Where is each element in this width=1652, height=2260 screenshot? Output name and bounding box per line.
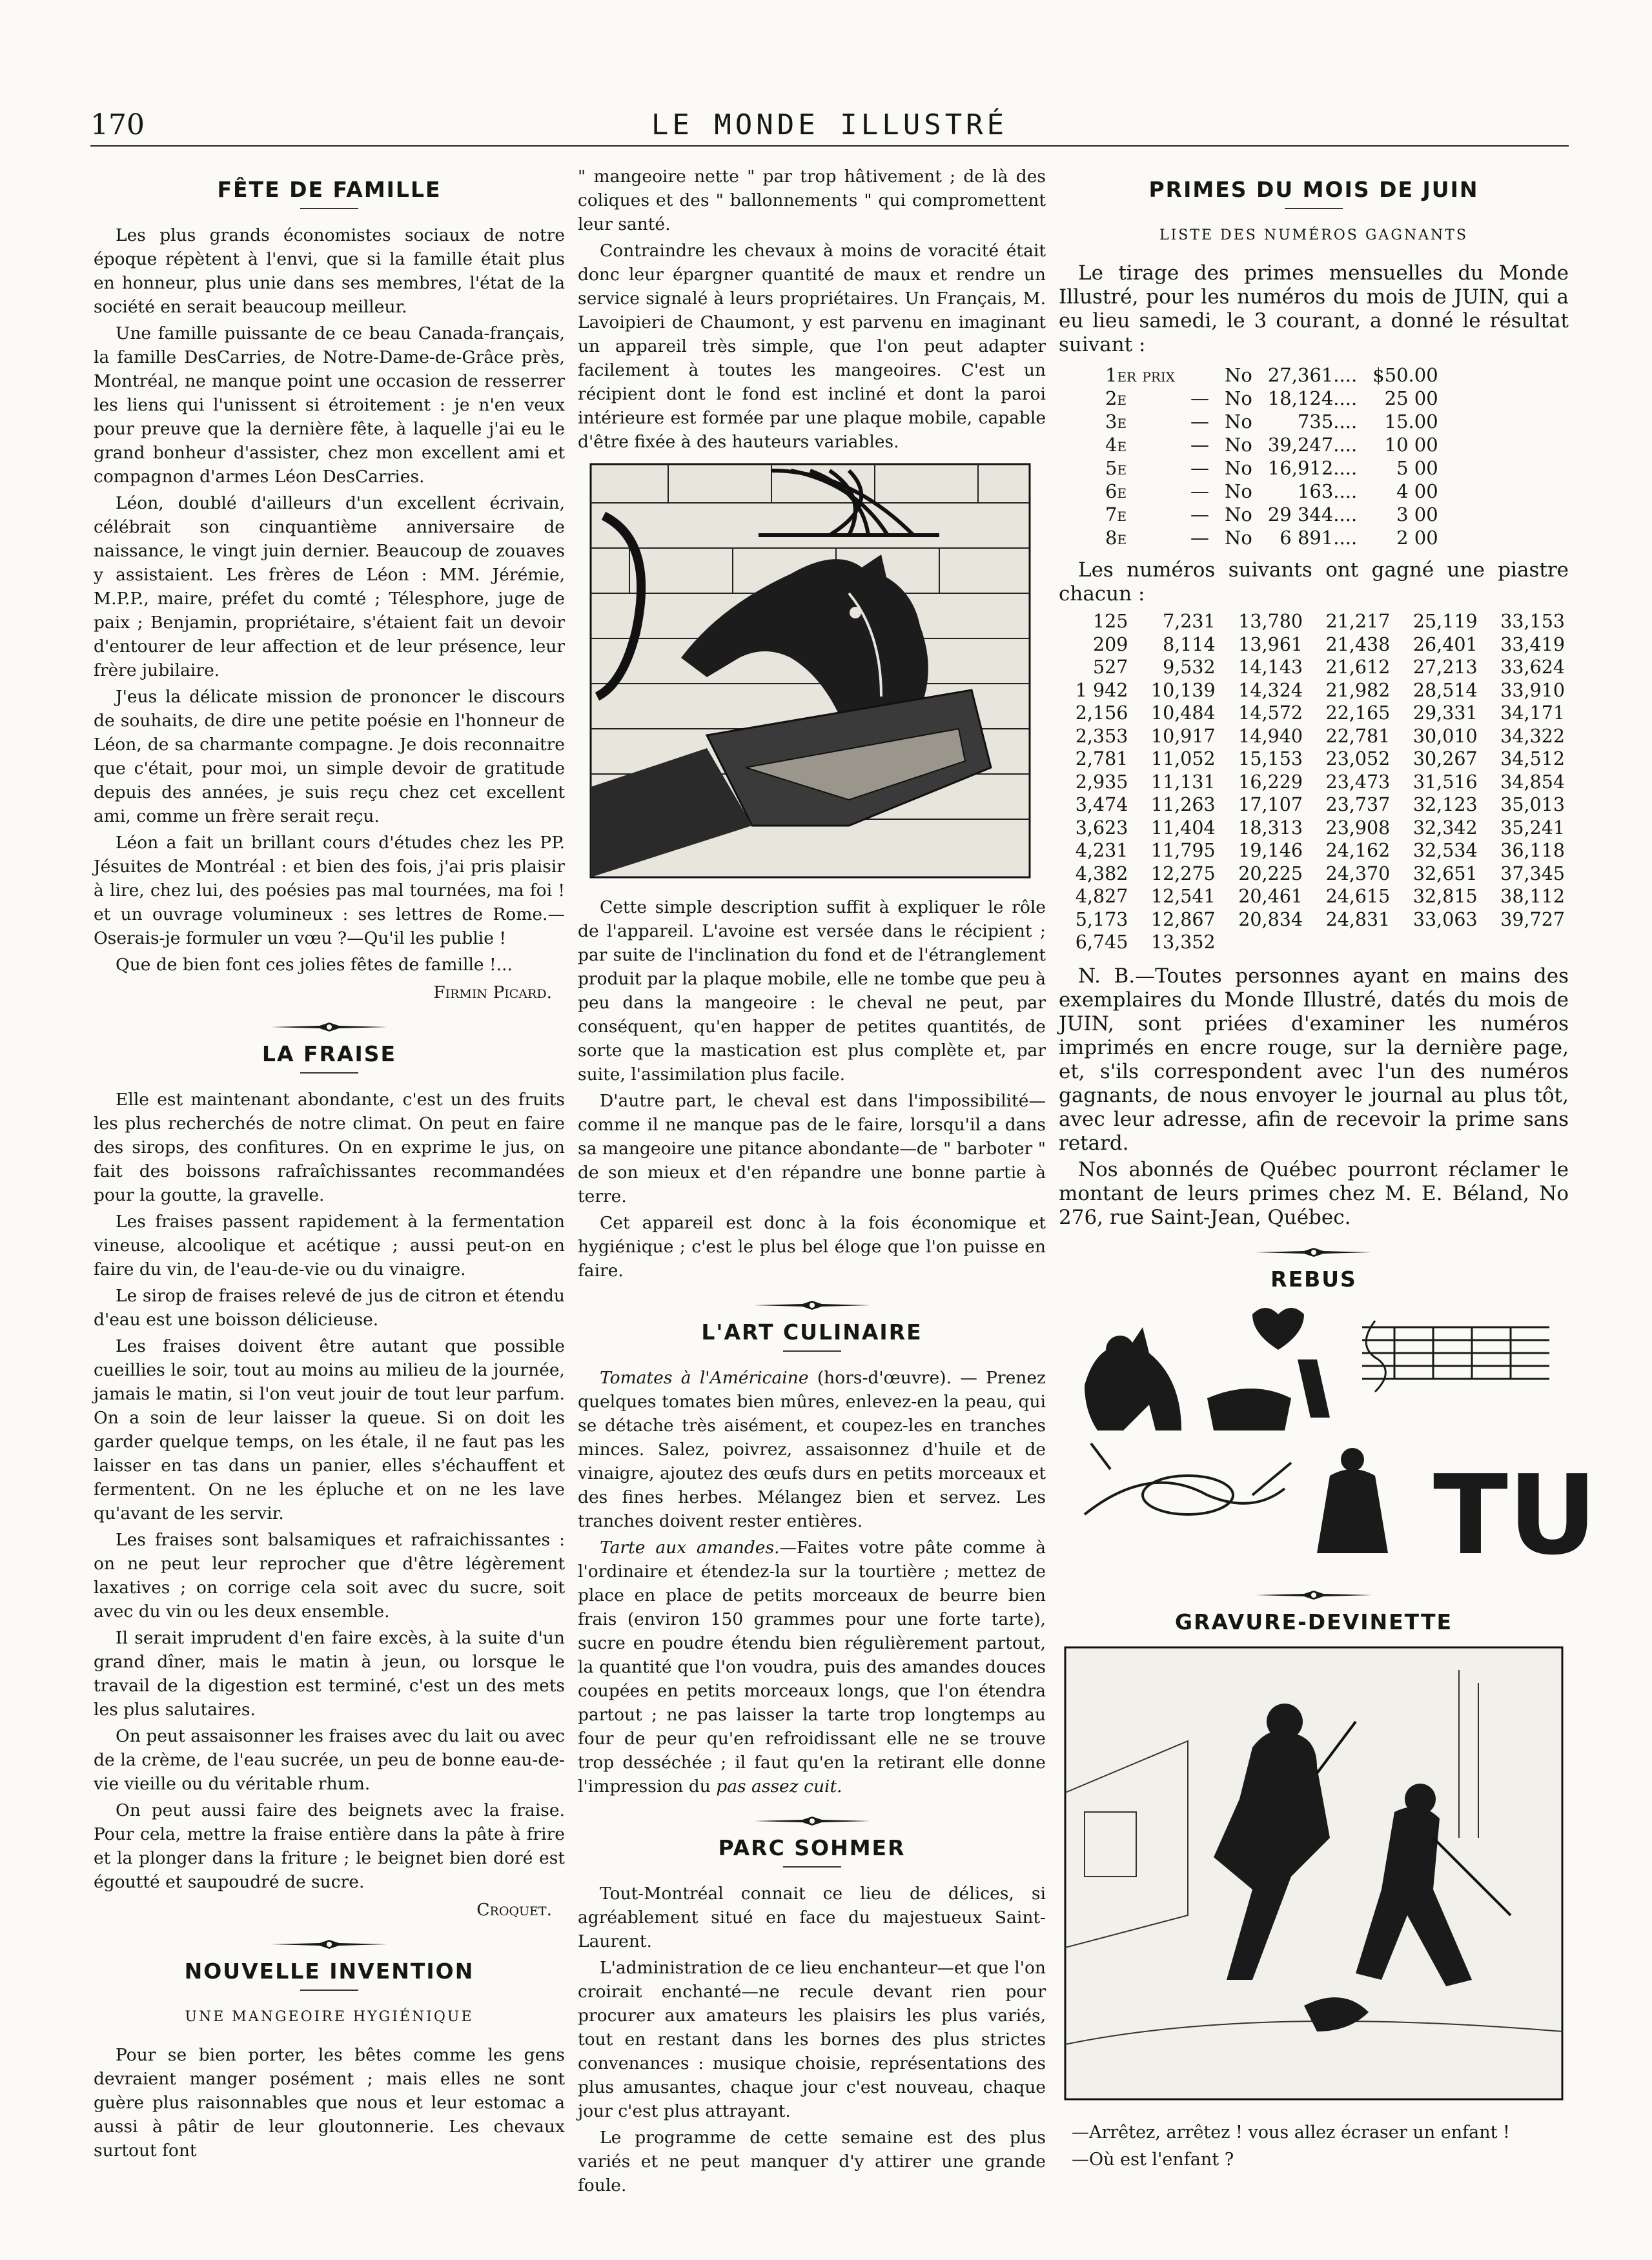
divider — [783, 1866, 841, 1868]
numbers-row — [1059, 817, 1569, 840]
winning-number: 8,114 — [1163, 633, 1216, 655]
paragraph: Une famille puissante de ce beau Canada-français, la famille DesCarries, de Notre-Dame-de-Grâce près, Montréal, ne manque point une occasion de resserrer les liens qui l'unissent si étroitement : je n'en veux pour preuve que la dernière fête, à laquelle j'ai eu le grand bonheur d'assister, chez mon excellent ami et compagnon d'armes Léon DesCarries. — [94, 323, 565, 487]
winning-number: 27,213 — [1412, 657, 1478, 678]
winning-number: 23,737 — [1325, 794, 1391, 815]
prize-dash: — — [1190, 504, 1209, 525]
horse-illustration — [578, 464, 1046, 884]
winning-number: 34,171 — [1500, 702, 1565, 724]
column-3 — [1059, 165, 1598, 2172]
winning-number: 3,474 — [1075, 794, 1128, 815]
winning-number: 30,267 — [1412, 748, 1478, 769]
winning-number: 32,651 — [1412, 862, 1478, 884]
rebus-letters: TU — [1433, 1451, 1598, 1580]
numbers-row — [1059, 725, 1569, 748]
prize-amount: 3 00 — [1396, 504, 1438, 525]
prize-amount: 15.00 — [1384, 411, 1438, 433]
paragraph: Les numéros suivants ont gagné une piastre chacun : — [1059, 558, 1569, 606]
winning-number: 11,795 — [1150, 840, 1216, 861]
winning-number — [1482, 931, 1569, 954]
article-title: NOUVELLE INVENTION — [184, 1959, 474, 1984]
prize-amount: 4 00 — [1396, 480, 1438, 502]
paragraph: Les fraises doivent être autant que possible cueillies le soir, tout au moins au milieu de la journée, jamais le matin, si l'on veut jouir de tout leur parfum. On a soin de leur laisser la queue. Si on doit les garder quelque temps, on les étale, il ne faut pas les laisser en tas dans un panier, elles s'échauffent et fermentent. On ne les épluche et on ne les lave qu'avant de les servir. — [94, 1336, 565, 1523]
prize-row — [1097, 480, 1446, 503]
winning-number: 36,118 — [1500, 840, 1565, 861]
numbers-row — [1059, 748, 1569, 771]
recipe-body: (hors-d'œuvre). — Prenez quelques tomates bien mûres, enlevez-en la peau, qui se détache très aisément, et coupez-les en tranches minces. Salez, poivrez, assaisonnez d'huile et de vinaigre, ajoutez des œufs durs en petits morceaux et des fines herbes. Mélangez bien et servez. Les tranches doivent rester entières. — [578, 1368, 1046, 1531]
winning-number: 14,324 — [1238, 679, 1303, 701]
winning-number: 33,624 — [1500, 657, 1565, 678]
winning-number: 26,401 — [1412, 633, 1478, 655]
winning-number: 209 — [1092, 633, 1128, 655]
winning-number: 34,512 — [1500, 748, 1565, 769]
winning-number: 20,834 — [1238, 908, 1303, 930]
winning-number: 125 — [1092, 611, 1128, 632]
article-title: L'ART CULINAIRE — [701, 1319, 923, 1345]
winning-number: 33,910 — [1500, 679, 1565, 701]
gravure-caption: —Arrêtez, arrêtez ! vous allez écraser un enfant ! — [1072, 2122, 1510, 2143]
column-2 — [578, 165, 1046, 2200]
winning-number: 32,815 — [1412, 886, 1478, 907]
prize-rank: 8e — [1105, 527, 1127, 549]
winning-number: 30,010 — [1412, 725, 1478, 747]
winning-number: 39,727 — [1500, 908, 1565, 930]
prize-amount: 2 00 — [1396, 527, 1438, 549]
numbers-row — [1059, 839, 1569, 862]
winning-number: 4,382 — [1075, 862, 1128, 884]
prize-rank: 5e — [1105, 457, 1127, 479]
winning-number: 14,940 — [1238, 725, 1303, 747]
ornament-divider — [578, 1810, 1046, 1823]
article-title: REBUS — [1270, 1266, 1357, 1292]
article-title: LA FRAISE — [261, 1041, 397, 1066]
winning-number: 9,532 — [1163, 657, 1216, 678]
winning-number: 19,146 — [1238, 840, 1303, 861]
winning-number: 11,131 — [1150, 771, 1216, 793]
recipe-title: Tomates à l'Américaine — [600, 1368, 809, 1388]
gravure-caption-answer: —Où est l'enfant ? — [1072, 2149, 1234, 2170]
winning-number: 4,231 — [1075, 840, 1128, 861]
winning-number: 20,461 — [1238, 886, 1303, 907]
winning-number: 13,961 — [1238, 633, 1303, 655]
winning-number: 13,780 — [1238, 611, 1303, 632]
winning-number: 17,107 — [1238, 794, 1303, 815]
numbers-row — [1059, 771, 1569, 794]
prize-number: 39,247.... — [1267, 434, 1358, 456]
paragraph: Léon a fait un brillant cours d'études chez les PP. Jésuites de Montréal : et bien des fois, j'ai pris plaisir à lire, chez lui, des poésies pas mal tournées, ma foi ! et un ouvrage volumineux : ses lettres de Rome.— Oserais-je formuler un vœu ?—Qu'il les publie ! — [94, 833, 565, 948]
winning-number: 11,052 — [1150, 748, 1216, 769]
recipe-title: Tarte aux amandes. — [600, 1538, 780, 1558]
winning-number: 33,153 — [1500, 611, 1565, 632]
winning-number: 22,165 — [1325, 702, 1391, 724]
page-number: 170 — [90, 108, 145, 141]
prize-rank: 1er prix — [1105, 364, 1175, 386]
winning-number: 35,013 — [1500, 794, 1565, 815]
winning-number: 6,745 — [1075, 931, 1128, 953]
prize-number: 27,361.... — [1267, 364, 1358, 386]
prize-rank: 2e — [1105, 387, 1127, 409]
winning-number: 527 — [1092, 657, 1128, 678]
winning-number: 12,867 — [1150, 908, 1216, 930]
prize-no: No — [1224, 504, 1252, 525]
page-header — [90, 103, 1569, 148]
paragraph: Les plus grands économistes sociaux de notre époque répètent à l'envi, que si la famille était plus en honneur, plus unie dans ses membres, l'état de la société en serait beaucoup meilleur. — [94, 225, 565, 317]
gravure-illustration — [1059, 1644, 1569, 2109]
divider — [783, 1350, 841, 1352]
prize-rank: 6e — [1105, 480, 1127, 502]
prize-table — [1097, 363, 1446, 549]
winning-number: 28,514 — [1412, 679, 1478, 701]
winning-number: 31,516 — [1412, 771, 1478, 793]
winning-number: 10,917 — [1150, 725, 1216, 747]
winning-numbers-table — [1059, 610, 1569, 954]
prize-row — [1097, 363, 1446, 387]
winning-number: 15,153 — [1238, 748, 1303, 769]
paragraph: Elle est maintenant abondante, c'est un des fruits les plus recherchés de notre climat. On peut en faire des sirops, des confitures. On en exprime le jus, on fait des boissons rafraîchissantes recommandées pour la goutte, la gravelle. — [94, 1090, 565, 1205]
rebus-illustration — [1059, 1301, 1598, 1580]
prize-no: No — [1224, 480, 1252, 502]
winning-number: 21,982 — [1325, 679, 1391, 701]
prize-number: 29 344.... — [1267, 504, 1358, 525]
winning-number: 7,231 — [1163, 611, 1216, 632]
winning-number: 11,263 — [1150, 794, 1216, 815]
divider — [300, 1072, 358, 1074]
article-title: PARC SOHMER — [718, 1835, 906, 1860]
ornament-divider — [578, 1294, 1046, 1307]
recipe-end: pas assez cuit. — [716, 1776, 842, 1797]
winning-number: 22,781 — [1325, 725, 1391, 747]
winning-number: 12,275 — [1150, 862, 1216, 884]
prize-amount: 5 00 — [1396, 457, 1438, 479]
signature: Croquet. — [476, 1900, 552, 1920]
paragraph: Le tirage des primes mensuelles du Monde Illustré, pour les numéros du mois de JUIN, qui a eu lieu samedi, le 3 courant, a donné le résultat suivant : — [1059, 261, 1569, 356]
numbers-row — [1059, 679, 1569, 702]
winning-number — [1219, 931, 1307, 954]
winning-number: 21,438 — [1325, 633, 1391, 655]
winning-number: 24,831 — [1325, 908, 1391, 930]
prize-amount: $50.00 — [1372, 364, 1438, 386]
paragraph: Tout-Montréal connait ce lieu de délices, si agréablement situé en face du majestueux Saint-Laurent. — [578, 1884, 1046, 1951]
prize-no: No — [1224, 527, 1252, 549]
winning-number: 5,173 — [1075, 908, 1128, 930]
header-rule — [90, 145, 1569, 147]
ornament-divider — [1059, 1241, 1569, 1254]
prize-dash: — — [1190, 457, 1209, 479]
ornament-divider — [94, 1016, 565, 1029]
winning-number: 33,063 — [1412, 908, 1478, 930]
paragraph: Contraindre les chevaux à moins de voracité était donc leur épargner quantité de maux et rendre un service signalé à leurs propriétaires. Un Français, M. Lavoipieri de Chaumont, y est parvenu en imaginant un appareil très simple, que l'on peut adapter facilement à toutes les mangeoires. C'est un récipient dont le fond est incliné et dont la paroi intérieure est formée par une plaque mobile, capable d'être fixée à des hauteurs variables. — [578, 241, 1046, 452]
article-subtitle: LISTE DES NUMÉROS GAGNANTS — [1159, 227, 1469, 243]
prize-row — [1097, 456, 1446, 480]
winning-number: 12,541 — [1150, 886, 1216, 907]
paragraph: " mangeoire nette " par trop hâtivement ; de là des coliques et des " ballonnements " qui compromettent leur santé. — [578, 167, 1046, 234]
recipe-body: —Faites votre pâte comme à l'ordinaire et étendez-la sur la tourtière ; mettez de place en place de petits morceaux de beurre bien frais (environ 150 grammes pour une forte tarte), sucre en poudre étendu bien régulièrement partout, la quantité que l'on voudra, puis des amandes douces coupées en petits morceaux longs, que l'on étendra partout ; ne pas laisser la tarte trop longtemps au four de peur qu'en refroidissant elle ne se trouve trop desséchée ; il faut qu'en la retirant elle donne l'impression du — [578, 1538, 1046, 1797]
winning-number — [1307, 931, 1394, 954]
prize-number: 16,912.... — [1267, 457, 1358, 479]
numbers-row — [1059, 793, 1569, 817]
paragraph: Cette simple description suffit à expliquer le rôle de l'appareil. L'avoine est versée dans le récipient ; par suite de l'inclination du fond et de l'étranglement produit par la plaque mobile, elle ne tombe que peu à peu dans la mangeoire : le cheval ne peut, par conséquent, qu'en happer de petites quantités, de sorte que la mastication est plus complète et, par suite, l'assimilation plus facile. — [578, 897, 1046, 1084]
prize-rank: 4e — [1105, 434, 1127, 456]
winning-number: 32,534 — [1412, 840, 1478, 861]
paragraph: Pour se bien porter, les bêtes comme les gens devraient manger posément ; mais elles ne sont guère plus raisonnables que nous et leur estomac a aussi à pâtir de leur gloutonnerie. Les chevaux surtout font — [94, 2045, 565, 2161]
winning-number: 18,313 — [1238, 817, 1303, 839]
paragraph: L'administration de ce lieu enchanteur—et que l'on croirait enchanté—ne recule devant rien pour procurer aux amateurs les plaisirs les plus variés, tout en restant dans les bornes des plus strictes convenances : musique choisie, représentations des plus amusantes, chaque jour c'est nouveau, chaque jour c'est plus attrayant. — [578, 1958, 1046, 2121]
prize-no: No — [1224, 364, 1252, 386]
winning-number: 32,123 — [1412, 794, 1478, 815]
prize-dash — [1183, 363, 1217, 387]
signature: Firmin Picard. — [433, 982, 552, 1003]
prize-row — [1097, 503, 1446, 526]
winning-number — [1394, 931, 1481, 954]
article-title: GRAVURE-DEVINETTE — [1174, 1609, 1453, 1634]
winning-number: 24,162 — [1325, 840, 1391, 861]
paragraph: N. B.—Toutes personnes ayant en mains des exemplaires du Monde Illustré, datés du mois de JUIN, sont priées d'examiner les numéros imprimés en encre rouge, sur la dernière page, et, s'ils correspondent avec l'un des numéros gagnants, de nous envoyer le journal au plus tôt, avec leur adresse, afin de recevoir la prime sans retard. — [1059, 964, 1569, 1155]
winning-number: 25,119 — [1412, 611, 1478, 632]
prize-number: 163.... — [1297, 480, 1358, 502]
paragraph: D'autre part, le cheval est dans l'impossibilité— comme il ne manque pas de le faire, lorsqu'il a dans sa mangeoire une pitance abondante—de " barboter " de son mieux et d'en répandre une bonne partie à terre. — [578, 1091, 1046, 1206]
winning-number: 2,935 — [1075, 771, 1128, 793]
paragraph: On peut aussi faire des beignets avec la fraise. Pour cela, mettre la fraise entière dans la pâte à frire et la plonger dans la friture ; le beignet bien doré est égoutté et saupoudré de sucre. — [94, 1800, 565, 1892]
winning-number: 11,404 — [1150, 817, 1216, 839]
ornament-divider — [1059, 1584, 1569, 1597]
winning-number: 32,342 — [1412, 817, 1478, 839]
winning-number: 14,143 — [1238, 657, 1303, 678]
winning-number: 10,484 — [1150, 702, 1216, 724]
prize-number: 735.... — [1297, 411, 1358, 433]
numbers-row — [1059, 931, 1569, 954]
winning-number: 24,370 — [1325, 862, 1391, 884]
winning-number: 23,052 — [1325, 748, 1391, 769]
prize-number: 6 891.... — [1280, 527, 1358, 549]
prize-no: No — [1224, 457, 1252, 479]
winning-number: 14,572 — [1238, 702, 1303, 724]
numbers-row — [1059, 656, 1569, 679]
paragraph: Les fraises sont balsamiques et rafraichissantes : on ne peut leur reprocher que d'être légèrement laxatives ; on corrige cela soit avec du sucre, soit avec du vin ou les deux ensemble. — [94, 1530, 565, 1622]
article-title: PRIMES DU MOIS DE JUIN — [1148, 177, 1479, 202]
winning-number: 1 942 — [1075, 679, 1128, 701]
winning-number: 2,156 — [1075, 702, 1128, 724]
prize-row — [1097, 387, 1446, 410]
winning-number: 34,854 — [1500, 771, 1565, 793]
article-subtitle: UNE MANGEOIRE HYGIÉNIQUE — [185, 2009, 474, 2025]
winning-number: 10,139 — [1150, 679, 1216, 701]
prize-number: 18,124.... — [1267, 387, 1358, 409]
winning-number: 23,908 — [1325, 817, 1391, 839]
divider — [300, 208, 358, 209]
recipe-tarte — [578, 1536, 1046, 1798]
paragraph: Les fraises passent rapidement à la fermentation vineuse, alcoolique et acétique ; aussi peut-on en faire du vin, de l'eau-de-vie ou du vinaigre. — [94, 1212, 565, 1279]
numbers-row — [1059, 610, 1569, 633]
paragraph: Nos abonnés de Québec pourront réclamer le montant de leurs primes chez M. E. Béland, No 276, rue Saint-Jean, Québec. — [1059, 1157, 1569, 1229]
winning-number: 29,331 — [1412, 702, 1478, 724]
numbers-row — [1059, 633, 1569, 657]
prize-row — [1097, 433, 1446, 456]
paragraph: On peut assaisonner les fraises avec du lait ou avec de la crème, de l'eau sucrée, un peu de bonne eau-de-vie vieille ou du véritable rhum. — [94, 1726, 565, 1794]
winning-number: 34,322 — [1500, 725, 1565, 747]
masthead: LE MONDE ILLUSTRÉ — [651, 108, 1008, 141]
prize-dash: — — [1190, 411, 1209, 433]
numbers-row — [1059, 908, 1569, 931]
prize-dash: — — [1190, 434, 1209, 456]
prize-row — [1097, 410, 1446, 433]
prize-no: No — [1224, 387, 1252, 409]
winning-number: 23,473 — [1325, 771, 1391, 793]
paragraph: J'eus la délicate mission de prononcer le discours de souhaits, de dire une petite poésie en l'honneur de Léon, de sa charmante compagne. Je dois reconnaitre que c'était, pour moi, un simple devoir de gratitude depuis des années, je suis reçu chez cet excellent ami, comme un frère serait reçu. — [94, 687, 565, 826]
winning-number: 20,225 — [1238, 862, 1303, 884]
winning-number: 4,827 — [1075, 886, 1128, 907]
numbers-row — [1059, 702, 1569, 725]
winning-number: 21,217 — [1325, 611, 1391, 632]
divider — [1285, 208, 1343, 209]
winning-number: 21,612 — [1325, 657, 1391, 678]
winning-number: 38,112 — [1500, 886, 1565, 907]
paragraph: Léon, doublé d'ailleurs d'un excellent écrivain, célébrait son cinquantième anniversaire de naissance, le vingt juin dernier. Beaucoup de zouaves y assistaient. Les frères de Léon : MM. Jérémie, M.P.P., maire, préfet du comté ; Télesphore, juge de paix ; Benjamin, propriétaire, s'étaient fait un devoir d'entourer de leur affection et de leur présence, leur frère jubilaire. — [94, 493, 565, 680]
prize-dash: — — [1190, 527, 1209, 549]
winning-number: 2,353 — [1075, 725, 1128, 747]
prize-rank: 3e — [1105, 411, 1127, 433]
paragraph: Cet appareil est donc à la fois économique et hygiénique ; c'est le plus bel éloge que l'on puisse en faire. — [578, 1213, 1046, 1281]
prize-no: No — [1224, 434, 1252, 456]
paragraph: Le programme de cette semaine est des plus variés et ne peut manquer d'y attirer une grande foule. — [578, 2128, 1046, 2195]
winning-number: 33,419 — [1500, 633, 1565, 655]
prize-rank: 7e — [1105, 504, 1127, 525]
prize-no: No — [1224, 411, 1252, 433]
article-title: FÊTE DE FAMILLE — [217, 177, 442, 202]
winning-number: 16,229 — [1238, 771, 1303, 793]
recipe-tomates — [578, 1366, 1046, 1533]
winning-number: 13,352 — [1150, 931, 1216, 953]
divider — [300, 1990, 358, 1991]
column-1 — [94, 165, 565, 2165]
prize-row — [1097, 526, 1446, 549]
prize-amount: 25 00 — [1384, 387, 1438, 409]
winning-number: 37,345 — [1500, 862, 1565, 884]
ornament-divider — [94, 1933, 565, 1946]
prize-dash: — — [1190, 387, 1209, 409]
winning-number: 24,615 — [1325, 886, 1391, 907]
winning-number: 3,623 — [1075, 817, 1128, 839]
numbers-row — [1059, 862, 1569, 886]
paragraph: Que de bien font ces jolies fêtes de famille !... — [116, 955, 513, 975]
winning-number: 35,241 — [1500, 817, 1565, 839]
paragraph: Le sirop de fraises relevé de jus de citron et étendu d'eau est une boisson délicieuse. — [94, 1286, 565, 1330]
prize-amount: 10 00 — [1384, 434, 1438, 456]
winning-number: 2,781 — [1075, 748, 1128, 769]
paragraph: Il serait imprudent d'en faire excès, à la suite d'un grand dîner, mais le matin à jeun, ou lorsque le travail de la digestion est terminé, c'est un des mets les plus salutaires. — [94, 1628, 565, 1720]
prize-dash: — — [1190, 480, 1209, 502]
numbers-row — [1059, 885, 1569, 908]
